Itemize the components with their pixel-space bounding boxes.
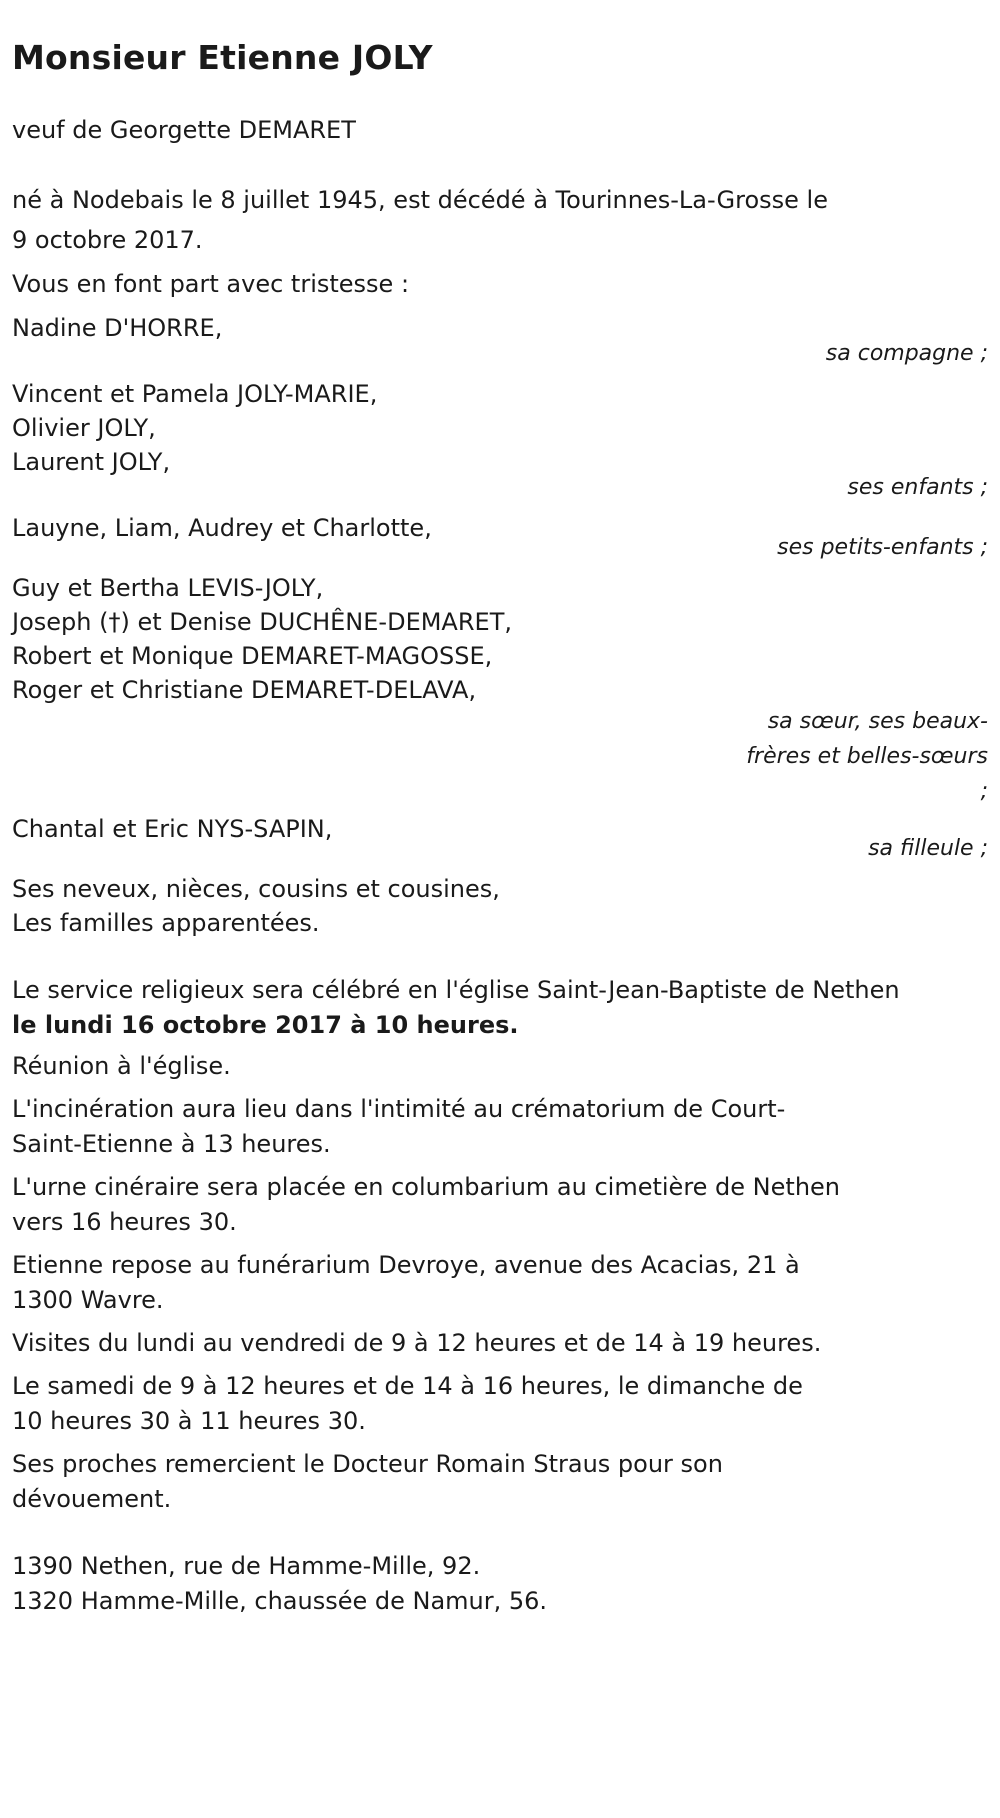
address-line: 1390 Nethen, rue de Hamme-Mille, 92. bbox=[12, 1552, 481, 1580]
paragraph: L'incinération aura lieu dans l'intimité au crématorium de Court-Saint-Etienne à 13 heures. bbox=[12, 1095, 786, 1158]
announcement-line: Vous en font part avec tristesse : bbox=[12, 270, 410, 298]
family-member: Nadine D'HORRE, bbox=[12, 314, 223, 342]
paragraph: Réunion à l'église. bbox=[12, 1052, 231, 1080]
relation-label: ses enfants ; bbox=[847, 475, 988, 500]
family-group bbox=[12, 308, 988, 374]
spouse-line: veuf de Georgette DEMARET bbox=[12, 116, 356, 144]
family-member: Olivier JOLY, bbox=[12, 414, 156, 442]
paragraph: Visites du lundi au vendredi de 9 à 12 heures et de 14 à 19 heures. bbox=[12, 1329, 822, 1357]
paragraph: Le samedi de 9 à 12 heures et de 14 à 16 heures, le dimanche de 10 heures 30 à 11 heures 30. bbox=[12, 1372, 803, 1435]
family-member: Robert et Monique DEMARET-MAGOSSE, bbox=[12, 642, 493, 670]
relation-label: sa compagne ; bbox=[825, 341, 988, 366]
service-intro: Le service religieux sera célébré en l'église Saint-Jean-Baptiste de Nethen bbox=[12, 976, 900, 1004]
extended-family-line: Ses neveux, nièces, cousins et cousines, bbox=[12, 875, 500, 903]
family-member: Vincent et Pamela JOLY-MARIE, bbox=[12, 380, 378, 408]
relation-label: sa filleule ; bbox=[868, 836, 988, 861]
birth-death-line: né à Nodebais le 8 juillet 1945, est décédé à Tourinnes-La-Grosse le 9 octobre 2017. bbox=[12, 186, 828, 254]
relation-label: ses petits-enfants ; bbox=[777, 535, 988, 560]
family-group bbox=[12, 374, 988, 508]
family-member: Chantal et Eric NYS-SAPIN, bbox=[12, 815, 333, 843]
service-date: le lundi 16 octobre 2017 à 10 heures. bbox=[12, 1011, 519, 1039]
family-member: Lauyne, Liam, Audrey et Charlotte, bbox=[12, 514, 432, 542]
family-group bbox=[12, 809, 988, 869]
service-info bbox=[12, 973, 988, 1043]
paragraph: Etienne repose au funérarium Devroye, avenue des Acacias, 21 à 1300 Wavre. bbox=[12, 1251, 800, 1314]
family-group bbox=[12, 508, 988, 568]
paragraph: Ses proches remercient le Docteur Romain Straus pour son dévouement. bbox=[12, 1450, 723, 1513]
family-member: Guy et Bertha LEVIS-JOLY, bbox=[12, 574, 324, 602]
address-line: 1320 Hamme-Mille, chaussée de Namur, 56. bbox=[12, 1587, 548, 1615]
family-member: Laurent JOLY, bbox=[12, 448, 171, 476]
family-member: Roger et Christiane DEMARET-DELAVA, bbox=[12, 676, 477, 704]
family-group bbox=[12, 568, 988, 809]
addresses bbox=[12, 1549, 988, 1619]
family-member: Joseph (†) et Denise DUCHÊNE-DEMARET, bbox=[12, 608, 512, 636]
paragraph: L'urne cinéraire sera placée en columbarium au cimetière de Nethen vers 16 heures 30. bbox=[12, 1173, 840, 1236]
extended-family-line: Les familles apparentées. bbox=[12, 909, 320, 937]
relation-label: sa sœur, ses beaux-frères et belles-sœurs ; bbox=[746, 709, 988, 804]
deceased-name-title: Monsieur Etienne JOLY bbox=[12, 38, 433, 77]
extended-family bbox=[12, 869, 988, 943]
